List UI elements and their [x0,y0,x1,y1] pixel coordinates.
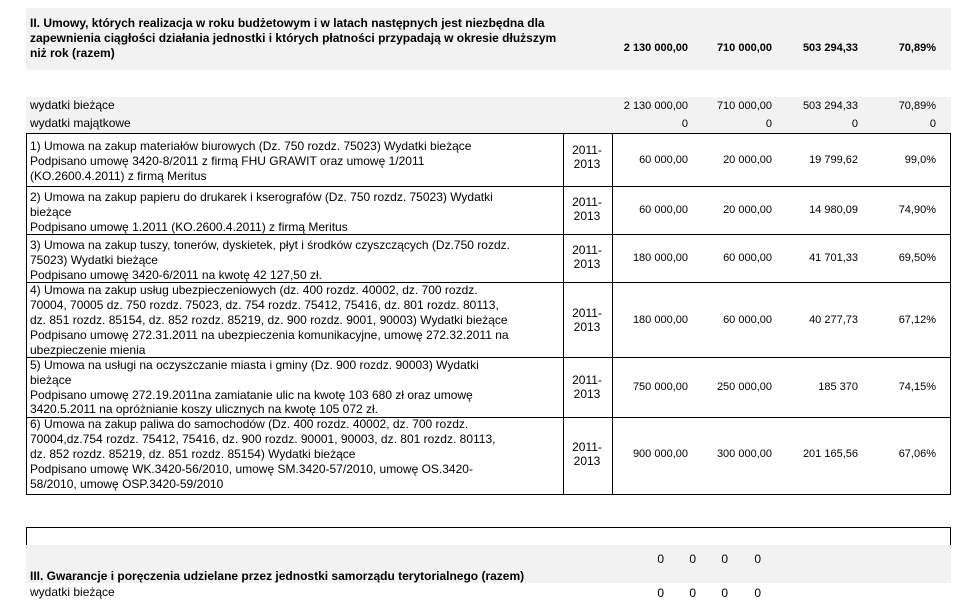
contract-5-executed: 185 370 [818,381,858,393]
period-column-border [563,133,564,495]
contract-5-line-1: 5) Umowa na usługi na oczyszczanie miasta i gminy (Dz. 900 rozdz. 90003) Wydatki [30,358,479,372]
contract-1-line-2: Podpisano umowę 3420-8/2011 z firmą FHU GRAWIT oraz umowę 1/2011 [30,154,425,168]
section-2-title-line-3: niż rok (razem) [30,46,115,60]
contract-4-plan: 180 000,00 [632,314,688,326]
section-3-plan: 0 [657,552,664,566]
section-2-title-line-2: zapewnienia ciągłości działania jednostki i których płatności przypadają w okresie dłuższym [30,31,557,45]
contract-6-period-start: 2011- [572,440,602,454]
summary-row-current-limit: 710 000,00 [716,100,772,112]
contract-3-executed: 41 701,33 [809,252,858,264]
contract-1-line-1: 1) Umowa na zakup materiałów biurowych (Dz. 750 rozdz. 75023) Wydatki bieżące [30,139,472,153]
contract-6-line-1: 6) Umowa na zakup paliwa do samochodów (Dz. 400 rozdz. 40002, dz. 700 rozdz. [30,417,469,431]
contract-1-executed: 19 799,62 [809,154,858,166]
contract-4-percent: 67,12% [898,314,936,326]
contract-2-period-start: 2011- [572,195,602,209]
contract-2-executed: 14 980,09 [809,204,858,216]
contract-2-plan: 60 000,00 [639,204,688,216]
contract-5-line-2: bieżące [30,373,72,387]
contract-3-period-start: 2011- [572,243,602,257]
contract-6-executed: 201 165,56 [802,448,858,460]
summary-row-capital-executed: 0 [851,118,858,130]
contract-1-period-start: 2011- [572,143,602,157]
contract-4-line-3: dz. 851 rozdz. 85154, dz. 852 rozdz. 85219, dz. 900 rozdz. 9001, 90003) Wydatki bieżące [30,313,508,327]
section-3-percent: 0 [754,552,761,566]
contract-4-line-2: 70004, 70005 dz. 750 rozdz. 75023, dz. 754 rozdz. 75412, 75416, dz. 801 rozdz. 80113, [30,298,499,312]
section-2-plan: 2 130 000,00 [623,42,688,54]
section-2-percent: 70,89% [898,42,936,54]
contract-4-line-1: 4) Umowa na zakup usług ubezpieczeniowych (dz. 400 rozdz. 40002, dz. 700 rozdz. [30,283,478,297]
section-2-title-line-1: II. Umowy, których realizacja w roku budżetowym i w latach następnych jest niezbędna dla [30,16,545,30]
contract-3-period-end: 2013 [573,257,601,271]
table-right-border [950,133,951,495]
contract-2-line-1: 2) Umowa na zakup papieru do drukarek i kserografów (Dz. 750 rozdz. 75023) Wydatki [30,190,493,204]
contract-4-line-5: ubezpieczenie mienia [30,343,146,357]
section-3-limit: 0 [689,552,696,566]
contract-5-line-4: 3420.5.2011 na opróżnianie koszy ulicznych na kwotę 105 072 zł. [30,402,379,416]
section-3-top-border [26,527,951,528]
contract-1-limit: 20 000,00 [723,154,772,166]
contract-6-line-2: 70004,dz.754 rozdz. 75412, 75416, dz. 900 rozdz. 90001, 90003, dz. 801 rozdz. 80113, [30,432,496,446]
contract-4-period-start: 2011- [572,306,602,320]
section-3-row-percent: 0 [754,586,761,600]
contract-3-line-1: 3) Umowa na zakup tuszy, tonerów, dyskietek, płyt i środków czyszczących (Dz.750 rozdz. [30,238,510,252]
contract-5-plan: 750 000,00 [632,381,688,393]
contract-6-limit: 300 000,00 [716,448,772,460]
summary-row-current-plan: 2 130 000,00 [623,100,688,112]
contract-1-line-3: (KO.2600.4.2011) z firmą Meritus [30,169,207,183]
contract-4-line-4: Podpisano umowę 272.31.2011 na ubezpieczenia komunikacyjne, umowę 272.32.2011 na [30,328,509,342]
summary-row-capital-percent: 0 [929,118,936,130]
contract-4-executed: 40 277,73 [809,314,858,326]
section-3-row-limit: 0 [689,586,696,600]
section-3-title: III. Gwarancje i poręczenia udzielane przez jednostki samorządu terytorialnego (razem) [30,569,525,583]
contract-2-line-3: Podpisano umowę 1.2011 (KO.2600.4.2011) z firmą Meritus [30,220,348,234]
contract-6-line-5: 58/2010, umowę OSP.3420-59/2010 [30,477,224,491]
contract-6-line-3: dz. 852 rozdz. 85219, dz. 851 rozdz. 85154) Wydatki bieżące [30,447,356,461]
contract-3-line-3: Podpisano umowę 3420-6/2011 na kwotę 42 127,50 zł. [30,268,322,282]
summary-row-current-percent: 70,89% [898,100,936,112]
section-3-row-plan: 0 [657,586,664,600]
section-3-row-executed: 0 [721,586,728,600]
summary-row-capital-limit: 0 [765,118,772,130]
contract-5-percent: 74,15% [898,381,936,393]
section-2-limit: 710 000,00 [716,42,772,54]
contract-3-limit: 60 000,00 [723,252,772,264]
summary-row-current-executed: 503 294,33 [802,100,858,112]
section-3-row-label: wydatki bieżące [30,585,115,599]
contract-3-percent: 69,50% [898,252,936,264]
contract-5-period-end: 2013 [573,387,601,401]
contract-6-percent: 67,06% [898,448,936,460]
contract-4-period-end: 2013 [573,320,601,334]
summary-row-capital-label: wydatki majątkowe [30,116,131,130]
contract-3-plan: 180 000,00 [632,252,688,264]
contract-4-limit: 60 000,00 [723,314,772,326]
contract-5-limit: 250 000,00 [716,381,772,393]
contract-6-line-4: Podpisano umowę WK.3420-56/2010, umowę SM.3420-57/2010, umowę OS.3420- [30,462,473,476]
summary-row-current-label: wydatki bieżące [30,98,115,112]
contract-5-line-3: Podpisano umowę 272.19.2011na zamiatanie ulic na kwotę 103 680 zł oraz umowę [30,388,473,402]
section-3-executed: 0 [721,552,728,566]
contract-1-period-end: 2013 [573,157,601,171]
contract-6-period-end: 2013 [573,454,601,468]
contract-2-period-end: 2013 [573,209,601,223]
summary-row-capital-plan: 0 [681,118,688,130]
contract-2-percent: 74,90% [898,204,936,216]
contract-1-percent: 99,0% [904,154,936,166]
contract-3-line-2: 75023) Wydatki bieżące [30,253,158,267]
table-left-border [26,133,27,495]
row-border-1 [26,186,951,187]
contract-2-limit: 20 000,00 [723,204,772,216]
contract-6-plan: 900 000,00 [632,448,688,460]
contract-1-plan: 60 000,00 [639,154,688,166]
contract-5-period-start: 2011- [572,373,602,387]
table-bottom-border [26,494,951,495]
table-top-border [26,133,951,134]
section-2-executed: 503 294,33 [802,42,858,54]
contract-2-line-2: bieżące [30,205,72,219]
